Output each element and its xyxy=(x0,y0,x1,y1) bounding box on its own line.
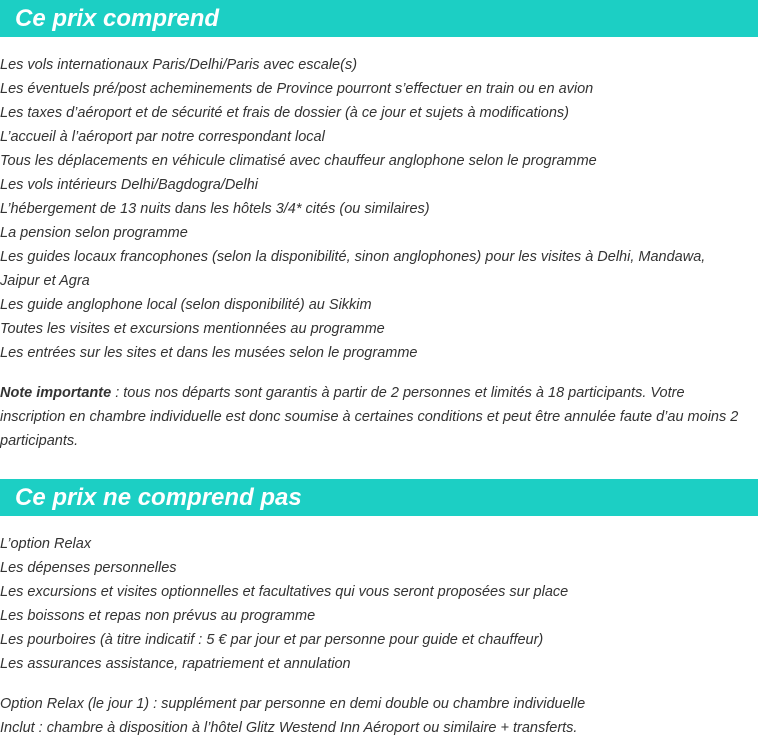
excluded-items-list xyxy=(0,532,748,676)
list-item: Les taxes d’aéroport et de sécurité et frais de dossier (à ce jour et sujets à modifications) xyxy=(0,105,570,121)
included-section-title: Ce prix comprend xyxy=(15,5,220,32)
list-item: Les guides locaux francophones (selon la disponibilité, sinon anglophones) pour les visites à Delhi, Mandawa, Jaipur et Agra xyxy=(0,249,706,289)
list-item: Les excursions et visites optionnelles et facultatives qui vous seront proposées sur place xyxy=(0,584,569,600)
list-item: L’hébergement de 13 nuits dans les hôtels 3/4* cités (ou similaires) xyxy=(0,201,430,217)
included-section-header xyxy=(0,0,758,37)
important-note-label: Note importante xyxy=(0,385,112,401)
list-item: L’option Relax xyxy=(0,536,92,552)
list-item: Tous les déplacements en véhicule climatisé avec chauffeur anglophone selon le programme xyxy=(0,153,597,169)
list-item: Les éventuels pré/post acheminements de Province pourront s’effectuer en train ou en avion xyxy=(0,81,594,97)
list-item: Les entrées sur les sites et dans les musées selon le programme xyxy=(0,345,418,361)
list-item: Les boissons et repas non prévus au programme xyxy=(0,608,316,624)
important-note-text: : tous nos départs sont garantis à partir de 2 personnes et limités à 18 participants. Votre inscription en chambre individuelle est donc soumise à certaines conditions et peut être annulée faute d’au moins 2 participants. xyxy=(0,385,739,449)
list-item: Les dépenses personnelles xyxy=(0,560,177,576)
list-item: L’accueil à l’aéroport par notre correspondant local xyxy=(0,129,325,145)
list-item: Toutes les visites et excursions mentionnées au programme xyxy=(0,321,385,337)
excluded-section-header xyxy=(0,479,758,516)
list-item: Les pourboires (à titre indicatif : 5 € par jour et par personne pour guide et chauffeur) xyxy=(0,632,544,648)
included-items-list xyxy=(0,53,748,365)
list-item: Les guide anglophone local (selon disponibilité) au Sikkim xyxy=(0,297,372,313)
important-note xyxy=(0,381,748,453)
list-item: Les vols intérieurs Delhi/Bagdogra/Delhi xyxy=(0,177,258,193)
list-item: Les assurances assistance, rapatriement et annulation xyxy=(0,656,351,672)
list-item: Les vols internationaux Paris/Delhi/Paris avec escale(s) xyxy=(0,57,358,73)
option-relax-includes-line: Inclut : chambre à disposition à l’hôtel Glitz Westend Inn Aéroport ou similaire + transferts. xyxy=(0,720,578,736)
option-relax-line: Option Relax (le jour 1) : supplément par personne en demi double ou chambre individuelle xyxy=(0,696,586,712)
list-item: La pension selon programme xyxy=(0,225,188,241)
excluded-section-title: Ce prix ne comprend pas xyxy=(15,484,302,511)
